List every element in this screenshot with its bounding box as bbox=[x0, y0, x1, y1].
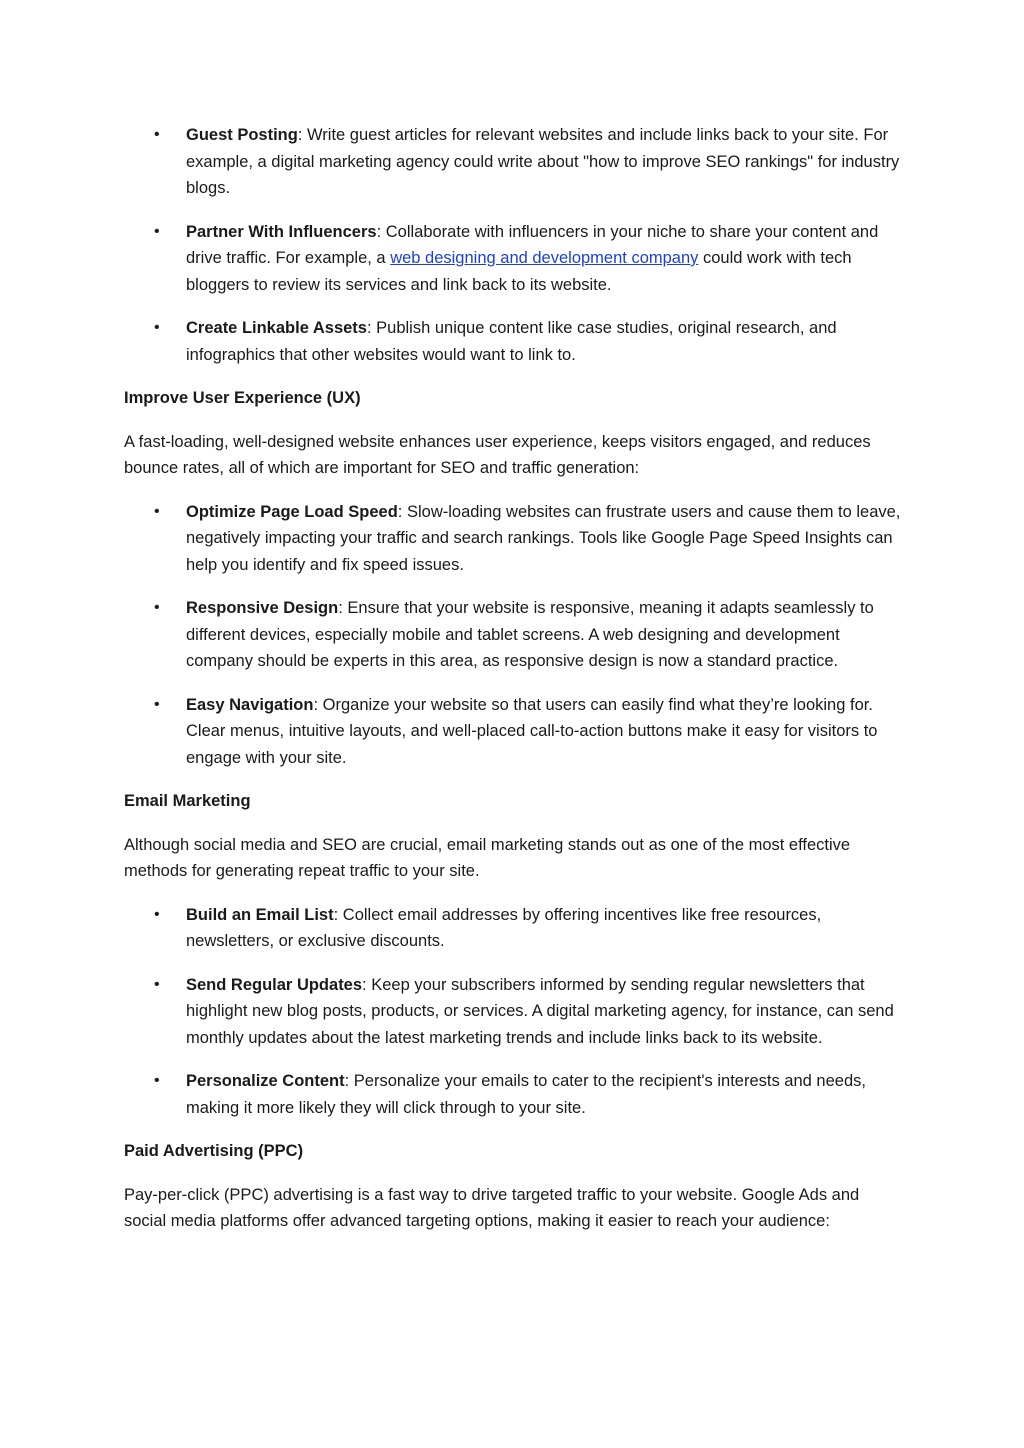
list-item-term: Guest Posting bbox=[186, 126, 298, 144]
list-item bbox=[154, 315, 904, 368]
bullet-icon: • bbox=[154, 126, 160, 143]
web-design-company-link[interactable]: web designing and development company bbox=[390, 249, 699, 267]
list-item bbox=[154, 972, 904, 1052]
list-item-text: : Ensure that your website is responsive, meaning it adapts seamlessly to different devices, especially mobile and tablet screens. A web designing and development company should be experts in this area, as responsive design is now a standard practice. bbox=[186, 599, 874, 670]
bullet-icon: • bbox=[154, 1072, 160, 1089]
list-item-text: : Collaborate with influencers in your niche to share your content and drive traffic. For example, a bbox=[186, 222, 879, 267]
list-item bbox=[154, 122, 904, 202]
list-item-text: : Collect email addresses by offering incentives like free resources, newsletters, or exclusive discounts. bbox=[186, 905, 822, 950]
list-item-text: : Write guest articles for relevant websites and include links back to your site. For example, a digital marketing agency could write about "how to improve SEO rankings" for industry blogs. bbox=[186, 126, 900, 197]
list-item-text: : Publish unique content like case studies, original research, and infographics that other websites would want to link to. bbox=[186, 319, 837, 364]
section-intro-ux: A fast-loading, well-designed website enhances user experience, keeps visitors engaged, and reduces bounce rates, all of which are important for SEO and traffic generation: bbox=[124, 432, 871, 477]
list-item-term: Responsive Design bbox=[186, 599, 339, 617]
backlink-strategies-list bbox=[124, 122, 904, 368]
list-item bbox=[154, 1068, 904, 1121]
list-item-text: could work with tech bloggers to review its services and link back to its website. bbox=[186, 249, 852, 294]
section-intro-ppc: Pay-per-click (PPC) advertising is a fast way to drive targeted traffic to your website. Google Ads and social media platforms offer advanced targeting options, making it easier to reach your audience: bbox=[124, 1185, 860, 1230]
list-item-term: Optimize Page Load Speed bbox=[186, 502, 398, 521]
section-heading-ux: Improve User Experience (UX) bbox=[124, 389, 361, 407]
bullet-icon: • bbox=[154, 222, 160, 240]
bullet-icon: • bbox=[154, 502, 160, 520]
list-item-term: Send Regular Updates bbox=[186, 975, 363, 994]
list-item-term: Create Linkable Assets bbox=[186, 319, 367, 337]
list-item-term: Easy Navigation bbox=[186, 695, 314, 714]
list-item-term: Build an Email List bbox=[186, 905, 334, 924]
list-item bbox=[154, 902, 904, 955]
list-item bbox=[154, 692, 904, 772]
list-item-text: : Personalize your emails to cater to the recipient's interests and needs, making it more likely they will click through to your site. bbox=[186, 1072, 866, 1117]
list-item-text: : Keep your subscribers informed by sending regular newsletters that highlight new blog posts, products, or services. A digital marketing agency, for instance, can send monthly updates about the latest marketing trends and include links back to its website. bbox=[186, 975, 894, 1047]
ux-list bbox=[124, 499, 904, 772]
section-heading-email: Email Marketing bbox=[124, 792, 251, 810]
list-item-term: Partner With Influencers bbox=[186, 222, 377, 241]
list-item-term: Personalize Content bbox=[186, 1072, 345, 1090]
list-item bbox=[154, 595, 904, 675]
bullet-icon: • bbox=[154, 319, 160, 336]
section-intro-email: Although social media and SEO are crucial, email marketing stands out as one of the most effective methods for generating repeat traffic to your site. bbox=[124, 835, 851, 880]
list-item bbox=[154, 499, 904, 579]
bullet-icon: • bbox=[154, 975, 160, 993]
bullet-icon: • bbox=[154, 695, 160, 713]
email-list bbox=[124, 902, 904, 1122]
bullet-icon: • bbox=[154, 905, 160, 923]
list-item-text: : Organize your website so that users can easily find what they’re looking for. Clear menus, intuitive layouts, and well-placed call-to-action buttons make it easy for visitors to engage with your site. bbox=[186, 695, 878, 767]
section-heading-ppc: Paid Advertising (PPC) bbox=[124, 1142, 304, 1160]
list-item bbox=[154, 219, 904, 299]
list-item-text: : Slow-loading websites can frustrate users and cause them to leave, negatively impacting your traffic and search rankings. Tools like Google Page Speed Insights can help you identify and fix speed issues. bbox=[186, 502, 901, 574]
bullet-icon: • bbox=[154, 599, 160, 616]
